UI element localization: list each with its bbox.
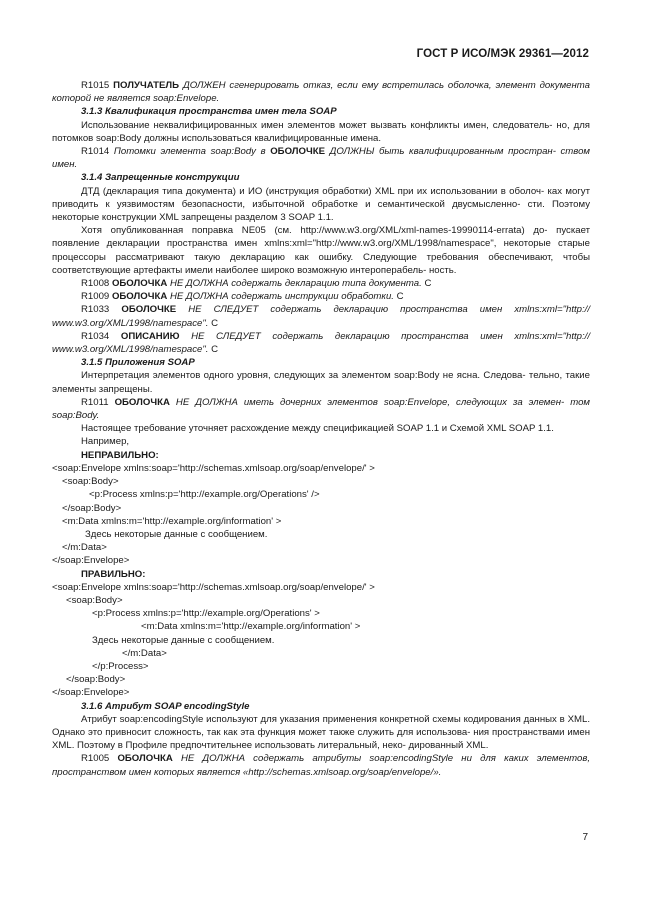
paragraph: Интерпретация элементов одного уровня, следующих за элементом soap:Body не ясна. Следова- тельно, такие элементы запрещены. <box>52 370 590 395</box>
code-line: <soap:Body> <box>62 476 119 488</box>
code-line: </soap:Envelope> <box>52 555 130 567</box>
code-line: </p:Process> <box>92 660 149 672</box>
requirement-r1008: R1008 ОБОЛОЧКА НЕ ДОЛЖНА содержать декларацию типа документа. C <box>81 278 432 290</box>
code-line: </m:Data> <box>62 542 107 554</box>
section-heading-3-1-6: 3.1.6 Атрибут SOAP encodingStyle <box>81 700 250 712</box>
code-line: <soap:Envelope xmlns:soap='http://schemas.xmlsoap.org/soap/envelope/' > <box>52 581 375 593</box>
requirement-r1014: R1014 Потомки элемента soap:Body в ОБОЛОЧКЕ ДОЛЖНЫ быть квалифицированным простран- ством имен. <box>52 146 591 171</box>
paragraph: Хотя опубликованная поправка NE05 (см. http://www.w3.org/XML/xml-names-19990114-errata) до- пускает появление декларации пространства имен xmlns:xml="http://www.w3.org/XML/1998/namespace", некоторые старые процессоры рассматривают такую декларацию как ошибку. Следующие требования обеспечивают, чтобы соответствующие артефакты имели наиболее широко возможную интероперабель- ность. <box>52 225 590 276</box>
example-intro: Например, <box>81 436 130 448</box>
paragraph: Атрибут soap:encodingStyle используют для указания применения конкретной схемы кодирования данных в XML. Однако это привносит сложность, так как эта функция может также служить для использова- ния пространствами имен XML. Поэтому в Профиле предпочтительнее использовать литеральный, неко- дированный XML. <box>52 713 590 752</box>
code-line: <soap:Body> <box>66 594 123 606</box>
section-heading-3-1-5: 3.1.5 Приложения SOAP <box>81 357 195 369</box>
right-label: ПРАВИЛЬНО: <box>81 568 146 580</box>
code-line: </soap:Body> <box>66 674 126 686</box>
paragraph: Настоящее требование уточняет расхождение между спецификацией SOAP 1.1 и Схемой XML SOAP 1.1. <box>81 423 554 435</box>
requirement-r1009: R1009 ОБОЛОЧКА НЕ ДОЛЖНА содержать инструкции обработки. C <box>81 291 404 303</box>
paragraph: Использование неквалифицированных имен элементов может вызвать конфликты имен, следователь- но, для потомков soap:Body должны использоваться квалифицированные имена. <box>52 119 590 144</box>
requirement-r1011: R1011 ОБОЛОЧКА НЕ ДОЛЖНА иметь дочерних элементов soap:Envelope, следующих за элемен- том soap:Body. <box>52 396 590 422</box>
requirement-r1005: R1005 ОБОЛОЧКА НЕ ДОЛЖНА содержать атрибуты soap:encodingStyle ни для каких элементов, пространством имен которых является «http://schemas.xmlsoap.org/soap/envelope/». <box>52 753 590 778</box>
paragraph: ДТД (декларация типа документа) и ИО (инструкция обработки) XML при их использовании в оболоч- ках могут приводить к уязвимостям безопасности, избыточной обработке и семантической двусмысленно- сти. Поэтому некоторые конструкции XML запрещены разделом 3 SOAP 1.1. <box>52 185 590 224</box>
section-heading-3-1-4: 3.1.4 Запрещенные конструкции <box>81 172 240 184</box>
section-heading-3-1-3: 3.1.3 Квалификация пространства имен тела SOAP <box>81 106 337 118</box>
code-line: <m:Data xmlns:m='http://example.org/information' > <box>141 621 361 633</box>
code-line: Здесь некоторые данные с сообщением. <box>85 528 268 540</box>
code-line: Здесь некоторые данные с сообщением. <box>92 634 275 646</box>
code-line: <p:Process xmlns:p='http://example.org/Operations' /> <box>89 489 320 501</box>
code-line: </m:Data> <box>122 647 167 659</box>
code-line: </soap:Body> <box>62 502 122 514</box>
code-line: <soap:Envelope xmlns:soap='http://schemas.xmlsoap.org/soap/envelope/' > <box>52 462 375 474</box>
document-header: ГОСТ Р ИСО/МЭК 29361—2012 <box>416 48 589 60</box>
code-line: <m:Data xmlns:m='http://example.org/information' > <box>62 515 282 527</box>
wrong-label: НЕПРАВИЛЬНО: <box>81 449 159 461</box>
page-number: 7 <box>582 832 588 843</box>
requirement-r1033: R1033 ОБОЛОЧКЕ НЕ СЛЕДУЕТ содержать декларацию пространства имен xmlns:xml="http:// www.w3.org/XML/1998/namespace". C <box>52 304 590 329</box>
requirement-r1034: R1034 ОПИСАНИЮ НЕ СЛЕДУЕТ содержать декларацию пространства имен xmlns:xml="http:// www.w3.org/XML/1998/namespace". C <box>52 330 591 356</box>
page-body <box>52 79 590 779</box>
requirement-r1015: R1015 ПОЛУЧАТЕЛЬ ДОЛЖЕН сгенерировать отказ, если ему встретилась оболочка, элемент документа которой не является soap:Envelope. <box>52 80 591 105</box>
code-line: <p:Process xmlns:p='http://example.org/Operations' > <box>92 608 320 620</box>
code-line: </soap:Envelope> <box>52 687 130 699</box>
